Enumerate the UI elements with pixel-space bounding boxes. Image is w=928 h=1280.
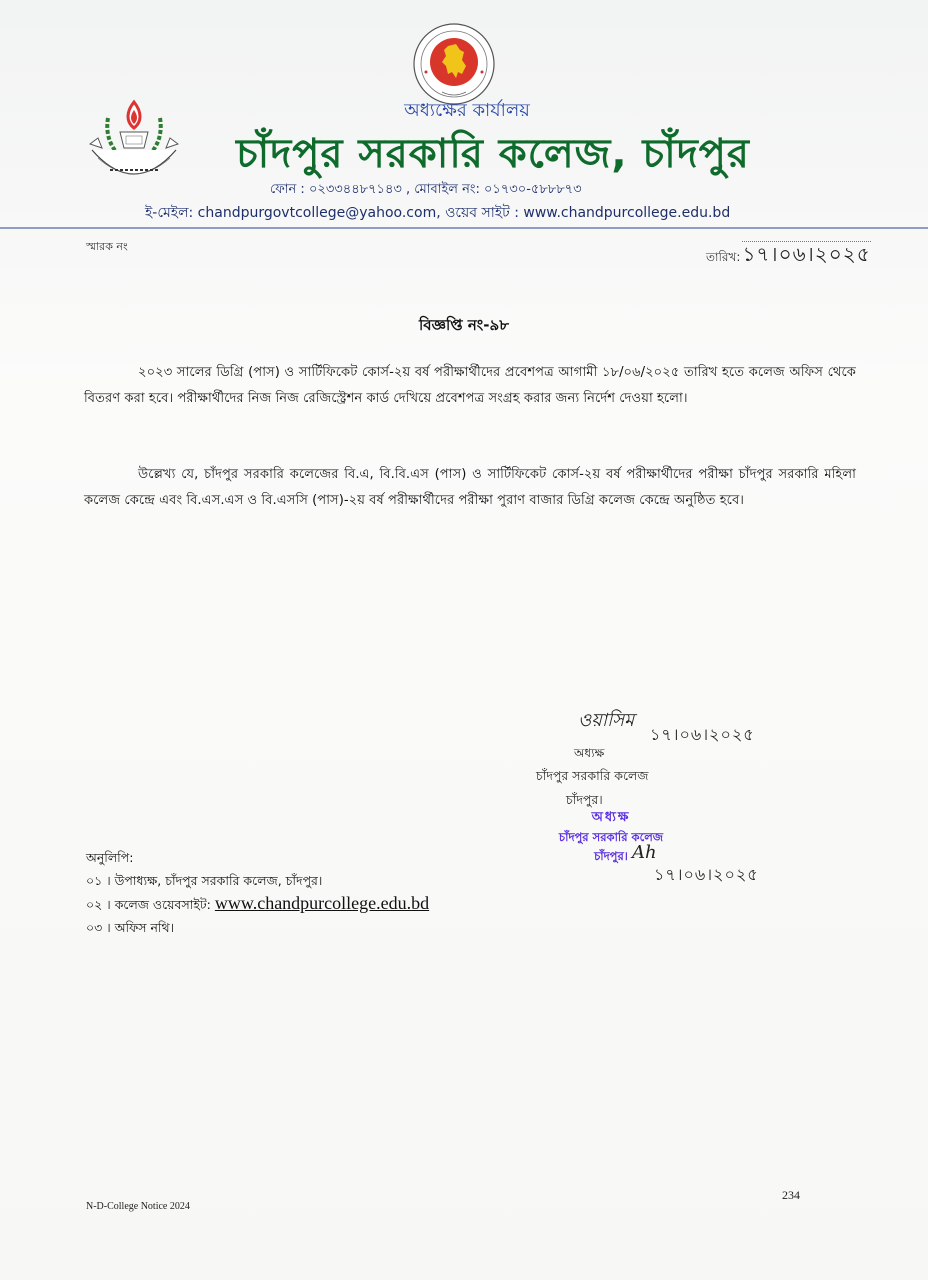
government-seal-logo xyxy=(412,22,496,106)
signature-date: ১৭।০৬।২০২৫ xyxy=(650,725,755,744)
signatory-title: অধ্যক্ষ xyxy=(574,746,605,760)
college-website-link[interactable]: www.chandpurcollege.edu.bd xyxy=(214,893,430,913)
stamp-date: ১৭।০৬।২০২৫ xyxy=(654,865,759,884)
copy-item-number: ০১ । xyxy=(86,873,111,888)
website-link[interactable]: www.chandpurcollege.edu.bd xyxy=(523,205,731,221)
copy-item-number: ০৩ । xyxy=(86,920,111,935)
signatory-city: চাঁদপুর। xyxy=(566,792,603,807)
principal-signature: ওয়াসিম xyxy=(578,710,635,731)
official-stamp xyxy=(516,808,706,867)
header-divider xyxy=(0,227,928,229)
college-name-heading: চাঁদপুর সরকারি কলেজ, চাঁদপুর xyxy=(236,131,750,177)
page-number: 234 xyxy=(782,1188,800,1202)
footer-document-label: N-D-College Notice 2024 xyxy=(86,1201,190,1212)
paragraph-2-text: উল্লেখ্য যে, চাঁদপুর সরকারি কলেজের বি.এ, বি.বি.এস (পাস) ও সার্টিফিকেট কোর্স-২য় বর্ষ পরীক্ষার্থীদের পরীক্ষা চাঁদপুর সরকারি মহিলা কলেজ কেন্দ্রে এবং বি.এস.এস ও বি.এসসি (পাস)-২য় বর্ষ পরীক্ষার্থীদের পরীক্ষা পুরাণ বাজার ডিগ্রি কলেজ কেন্দ্রে অনুষ্ঠিত হবে। xyxy=(84,467,856,508)
reference-number-label: স্মারক নং xyxy=(86,240,128,253)
copy-item-number: ০২ । xyxy=(86,897,111,912)
date-value: ১৭।০৬।২০২৫ xyxy=(742,242,871,266)
paragraph-1-text: ২০২৩ সালের ডিগ্রি (পাস) ও সার্টিফিকেট কোর্স-২য় বর্ষ পরীক্ষার্থীদের প্রবেশপত্র আগামী ১৮/০৬/২০২৫ তারিখ হতে কলেজ অফিস থেকে বিতরণ করা হবে। পরীক্ষার্থীদের নিজ নিজ রেজিস্ট্রেশন কার্ড দেখিয়ে প্রবেশপত্র সংগ্রহ করার জন্য নির্দেশ দেওয়া হলো। xyxy=(84,365,856,406)
stamp-initial-signature: Ah xyxy=(632,842,657,863)
notice-paragraph-2 xyxy=(84,462,856,514)
notice-paragraph-1 xyxy=(84,360,856,412)
office-title: অধ্যক্ষের কার্যালয় xyxy=(404,100,530,121)
copy-item xyxy=(86,892,429,916)
website-label: ওয়েব সাইট : xyxy=(445,205,519,221)
signatory-college: চাঁদপুর সরকারি কলেজ xyxy=(536,768,649,783)
email-label: ই-মেইল: xyxy=(145,205,194,221)
date-block xyxy=(706,240,871,273)
copy-item-text: অফিস নথি। xyxy=(114,920,175,935)
contact-phone: ফোন : ০২৩৩৪৪৮৭১৪৩ , মোবাইল নং: ০১৭৩০-৫৮৮৮৭৩ xyxy=(270,182,582,197)
notice-title: বিজ্ঞপ্তি নং-৯৮ xyxy=(419,316,509,334)
copy-item-text: কলেজ ওয়েবসাইট: xyxy=(114,897,211,912)
copy-item-text: উপাধ্যক্ষ, চাঁদপুর সরকারি কলেজ, চাঁদপুর। xyxy=(114,873,323,888)
copies-label: অনুলিপি: xyxy=(86,850,134,865)
contact-email-website xyxy=(145,201,730,225)
copy-item xyxy=(86,916,429,939)
copy-item xyxy=(86,869,429,892)
copies-list xyxy=(86,846,429,939)
stamp-city: চাঁদপুর। xyxy=(594,849,628,863)
date-label: তারিখ: xyxy=(706,250,741,264)
stamp-college: চাঁদপুর সরকারি কলেজ xyxy=(558,830,664,844)
stamp-title: অধ্যক্ষ xyxy=(591,810,631,825)
email-link[interactable]: chandpurgovtcollege@yahoo.com, xyxy=(197,205,441,221)
